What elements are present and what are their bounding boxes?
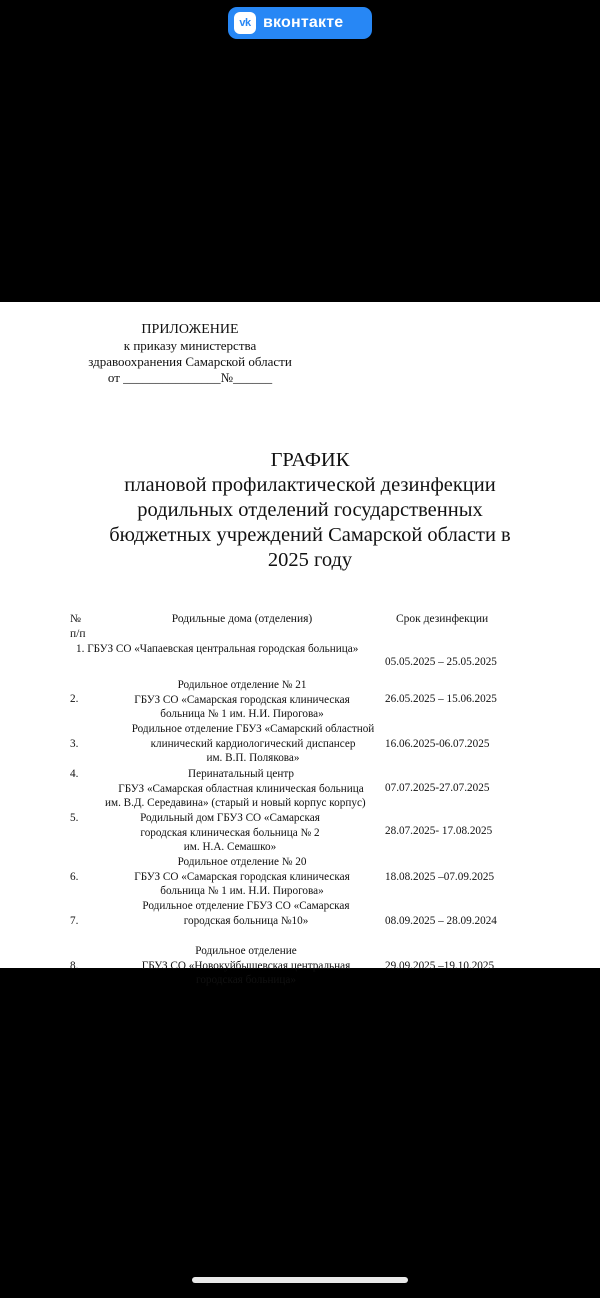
row-num: 4. xyxy=(70,768,79,780)
row-num: 6. xyxy=(70,871,79,883)
row-period: 29.09.2025 –19.10.2025 xyxy=(385,960,495,972)
appendix-line: здравоохранения Самарской области xyxy=(88,354,292,369)
title-line: ГРАФИК xyxy=(270,449,350,471)
row-num: 1. xyxy=(76,643,85,655)
row-org: Перинатальный центр ГБУЗ «Самарская областная клиническая больница им. В.Д. Середавина» (старый и новый корпус корпус) xyxy=(105,768,366,809)
header-org: Родильные дома (отделения) xyxy=(171,613,313,625)
row-period: 18.08.2025 –07.09.2025 xyxy=(385,871,495,883)
row-num: 8. xyxy=(70,960,79,972)
title-line: бюджетных учреждений Самарской области в xyxy=(109,524,511,546)
appendix-line: от _______________№______ xyxy=(107,370,273,385)
row-org: Родильное отделение № 21 ГБУЗ СО «Самарская городская клиническая больница № 1 им. Н.И. Пирогова» xyxy=(134,679,350,720)
appendix-block xyxy=(70,322,310,386)
row-period: 26.05.2025 – 15.06.2025 xyxy=(385,693,497,705)
row-period: 16.06.2025-06.07.2025 xyxy=(385,738,490,750)
row-num: 3. xyxy=(70,738,79,750)
row-num: 5. xyxy=(70,812,79,824)
title-line: плановой профилактической дезинфекции xyxy=(124,474,496,496)
title-line: 2025 году xyxy=(267,549,353,571)
document-title xyxy=(60,448,560,573)
row-period: 07.07.2025-27.07.2025 xyxy=(385,782,490,794)
row-num: 7. xyxy=(70,915,79,927)
row-org: Родильное отделение ГБУЗ СО «Самарская городская больница №10» xyxy=(142,900,350,927)
home-indicator[interactable] xyxy=(192,1277,408,1283)
document-page xyxy=(0,302,600,986)
title-line: родильных отделений государственных xyxy=(137,499,483,521)
row-org: Родильное отделение № 20 ГБУЗ СО «Самарская городская клиническая больница № 1 им. Н.И. Пирогова» xyxy=(134,856,350,897)
row-period: 05.05.2025 – 25.05.2025 xyxy=(385,656,497,668)
vk-badge xyxy=(228,7,372,39)
vk-badge-label: вконтакте xyxy=(263,14,344,31)
appendix-heading: ПРИЛОЖЕНИЕ xyxy=(141,322,239,337)
row-org: Родильное отделение ГБУЗ СО «Новокуйбышевская центральная городская больница» xyxy=(141,945,351,986)
header-num: № п/п xyxy=(70,613,86,640)
row-period: 08.09.2025 – 28.09.2024 xyxy=(385,915,497,927)
vk-logo-icon: vk xyxy=(234,12,256,34)
appendix-line: к приказу министерства xyxy=(123,338,257,353)
row-org: Родильный дом ГБУЗ СО «Самарская городская клиническая больница № 2 им. Н.А. Семашко» xyxy=(140,812,320,853)
header-period: Срок дезинфекции xyxy=(396,613,489,625)
row-num: 2. xyxy=(70,693,79,705)
row-org: Родильное отделение ГБУЗ «Самарский областной клинический кардиологический диспансер им. В.П. Полякова» xyxy=(131,723,375,764)
row-period: 28.07.2025- 17.08.2025 xyxy=(385,825,493,837)
row-org: ГБУЗ СО «Чапаевская центральная городская больница» xyxy=(87,643,359,655)
